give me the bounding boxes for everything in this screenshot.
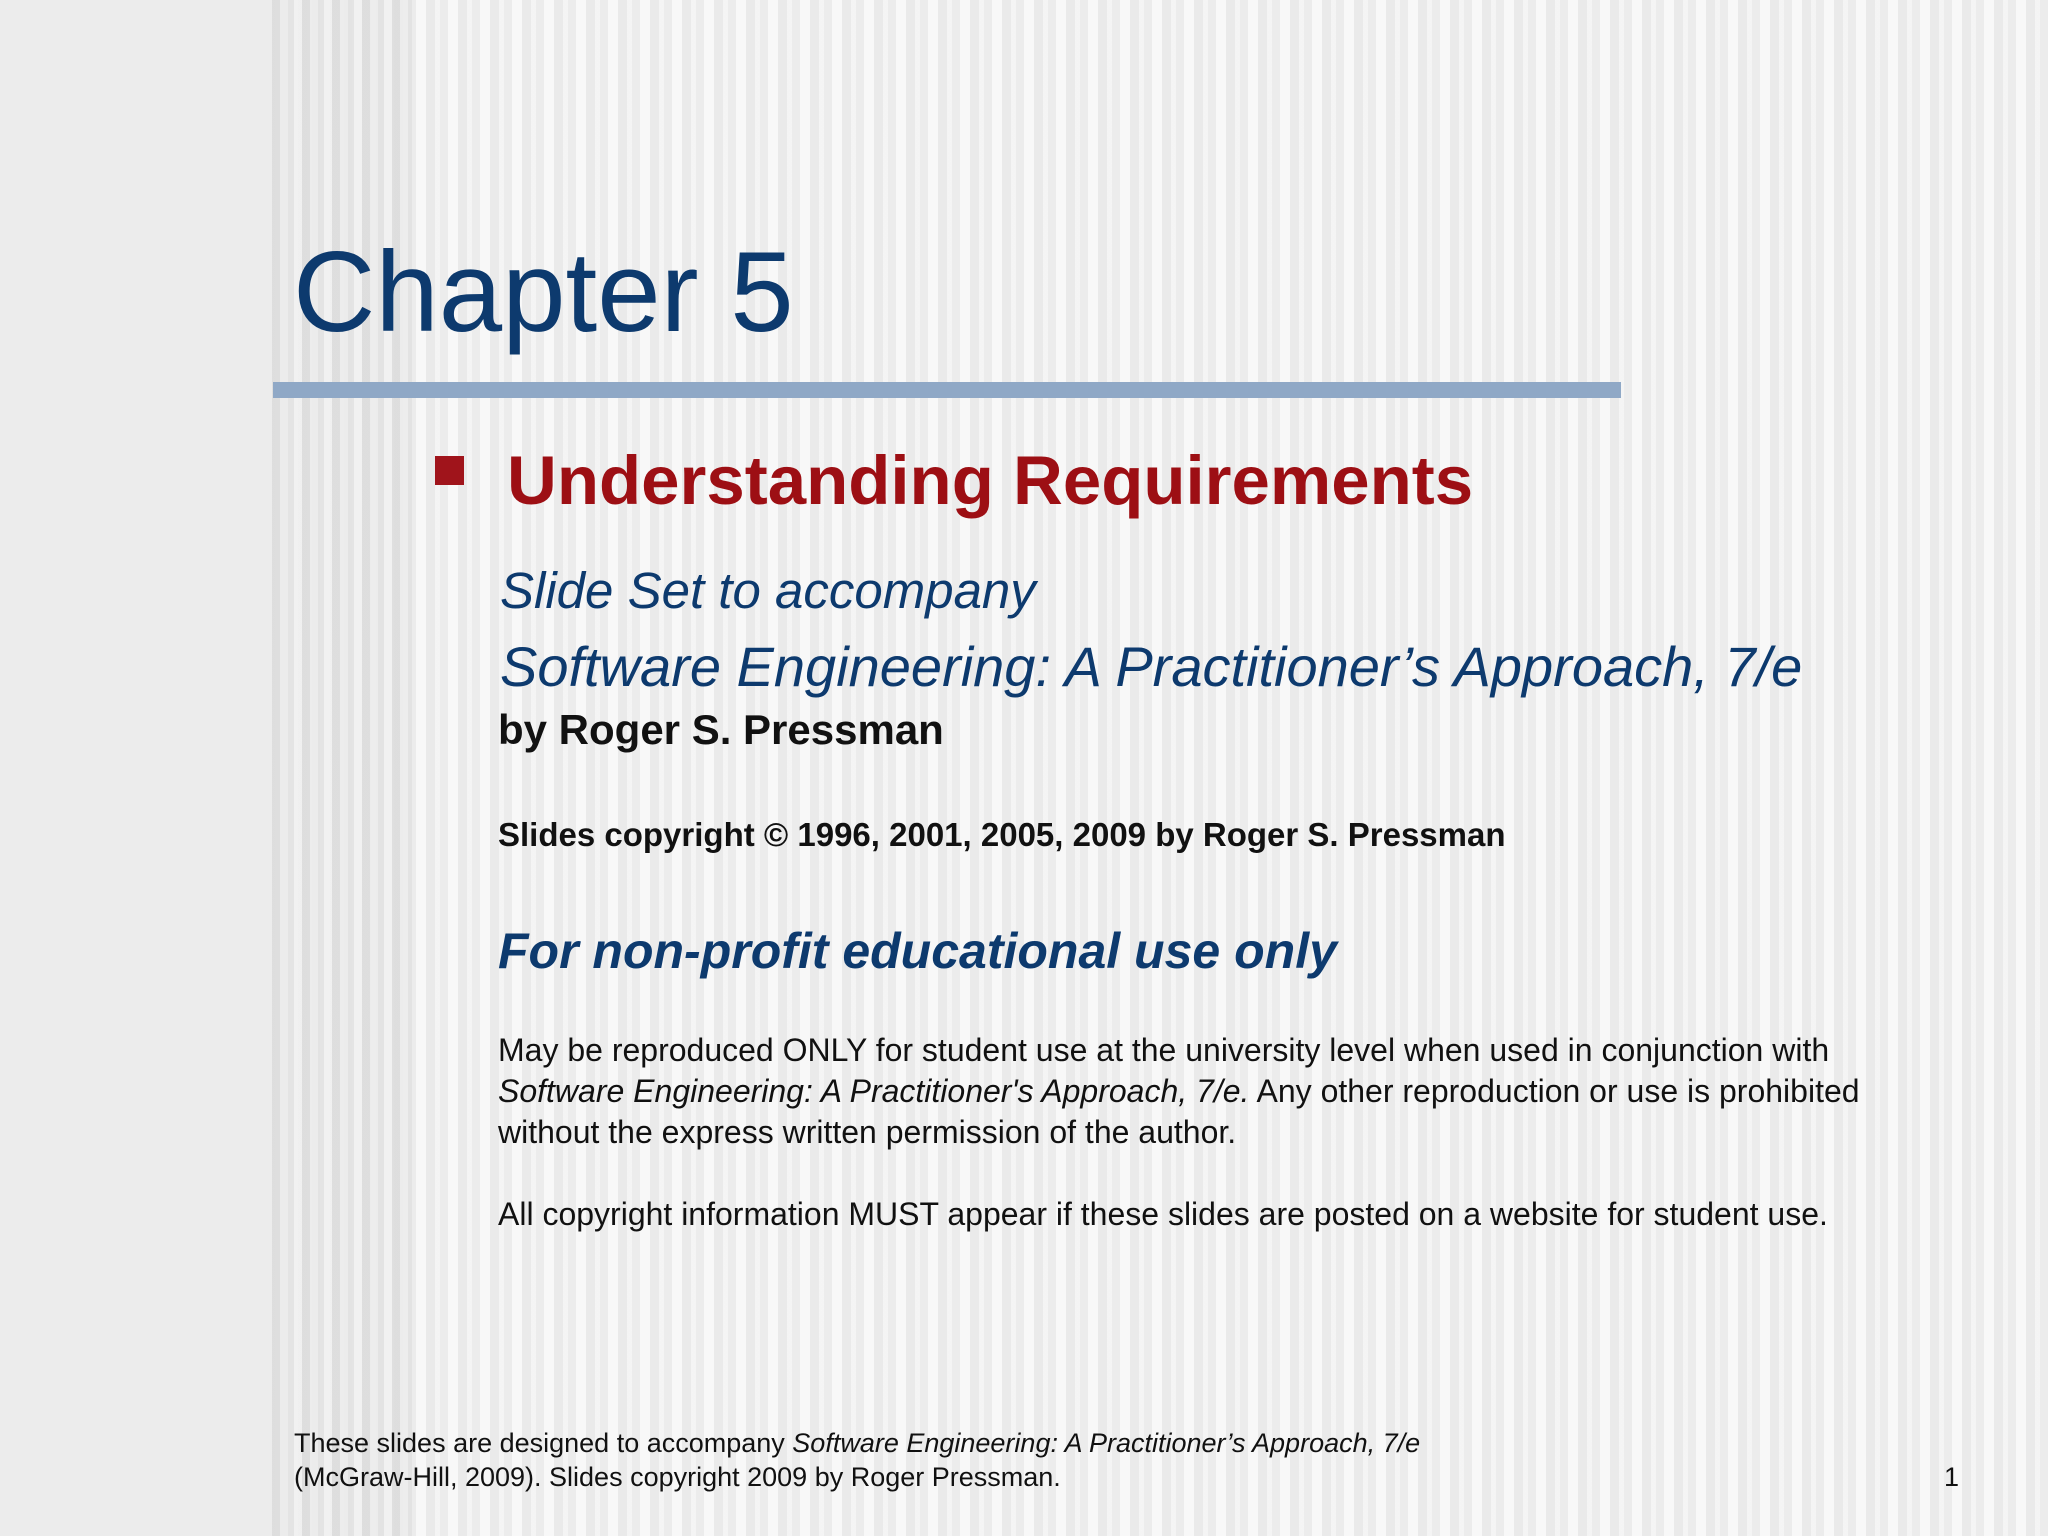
footer-book-title: Software Engineering: A Practitioner’s Approach, 7/e (792, 1428, 1421, 1458)
footer-line-1-text: These slides are designed to accompany (294, 1428, 793, 1458)
chapter-title: Chapter 5 (293, 229, 794, 356)
square-bullet-icon (435, 456, 464, 485)
author-line: by Roger S. Pressman (498, 706, 944, 753)
slide-footer (294, 1426, 1420, 1494)
slide-subtitle: Understanding Requirements (507, 442, 1474, 519)
accompany-line: Slide Set to accompany (500, 562, 1036, 619)
reproduction-notice-book-title: Software Engineering: A Practitioner's Approach, 7/e. (498, 1073, 1250, 1109)
footer-line-1 (294, 1426, 1420, 1460)
copyright-posting-notice: All copyright information MUST appear if these slides are posted on a website for student use. (498, 1196, 1828, 1232)
footer-line-2: (McGraw-Hill, 2009). Slides copyright 2009 by Roger Pressman. (294, 1462, 1061, 1492)
book-title: Software Engineering: A Practitioner’s Approach, 7/e (500, 635, 1803, 698)
reproduction-notice-text: May be reproduced ONLY for student use at the university level when used in conjunction with (498, 1032, 1830, 1068)
left-margin-band (0, 0, 272, 1536)
nonprofit-notice: For non-profit educational use only (498, 923, 1337, 979)
title-underline-rule (273, 382, 1621, 398)
reproduction-notice-text-end: Any other reproduction or use is prohibited without the express written permission of the author. (498, 1073, 1860, 1150)
copyright-line: Slides copyright © 1996, 2001, 2005, 2009 by Roger S. Pressman (498, 816, 1506, 853)
reproduction-notice (498, 1030, 1898, 1153)
page-number: 1 (1944, 1462, 1960, 1492)
